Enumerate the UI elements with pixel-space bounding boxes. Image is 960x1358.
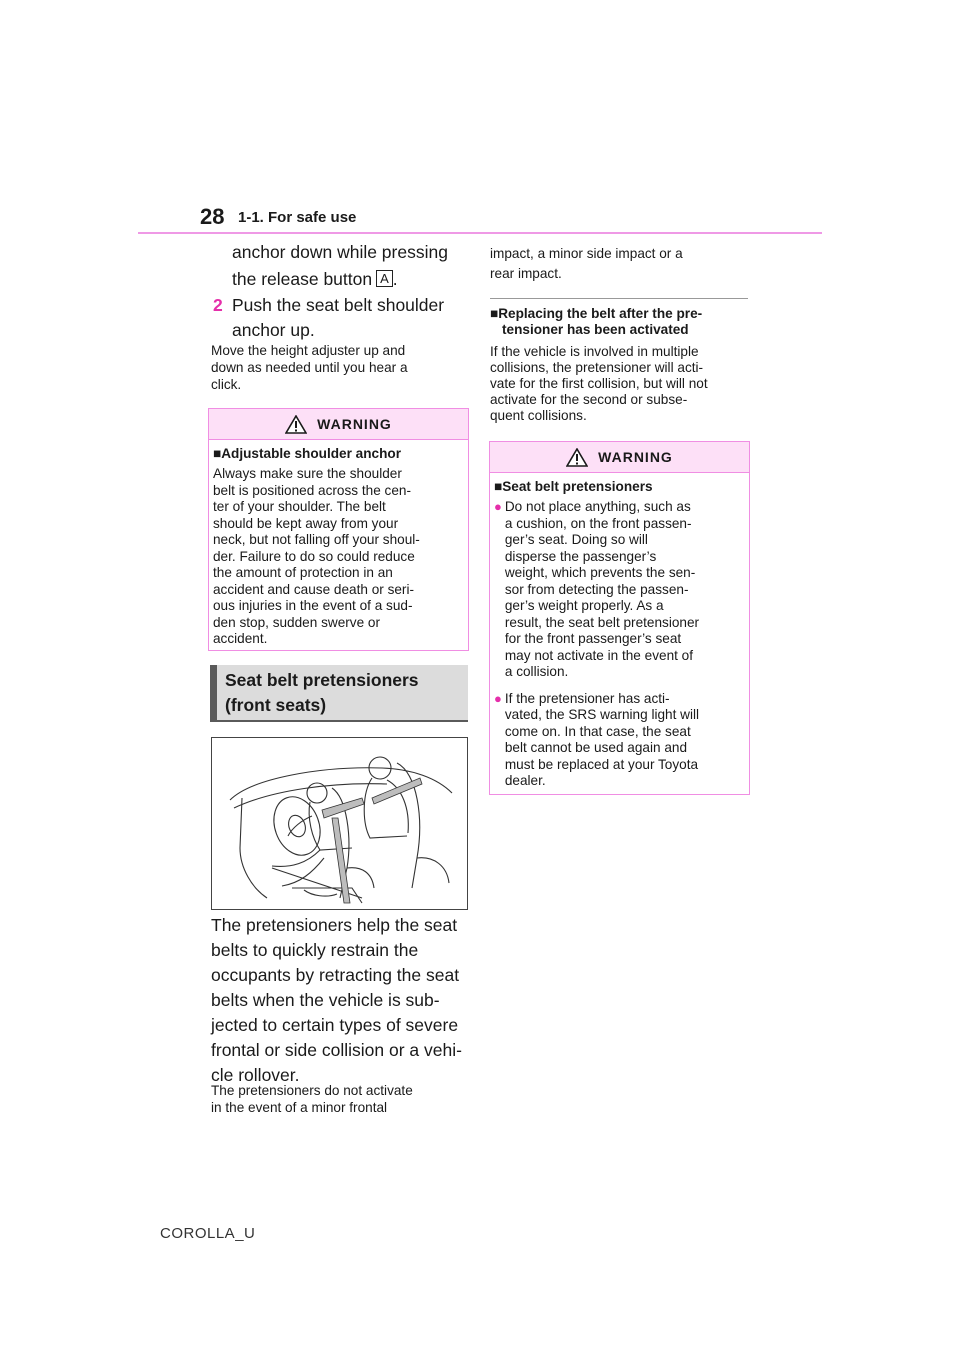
- footer-model-code: COROLLA_U: [160, 1225, 256, 1242]
- step2-text: Push the seat belt shoulder anchor up.: [232, 295, 445, 340]
- warning-bullet: ● If the pretensioner has acti- vated, the SRS warning light will come on. In that case, the seat belt cannot be used again and must be replaced at your Toyota dealer.: [494, 690, 700, 788]
- release-button-label: A: [376, 270, 393, 287]
- square-bullet-icon: ■: [494, 479, 503, 494]
- bullet-icon: ●: [494, 499, 502, 514]
- warning-header: [490, 442, 749, 473]
- warning-triangle-icon: [285, 415, 307, 434]
- section-title: 1-1. For safe use: [238, 209, 357, 226]
- square-bullet-icon: ■: [213, 446, 222, 461]
- subsection-rule: [490, 298, 748, 299]
- warning-title: WARNING: [317, 416, 392, 432]
- warning-subheading: ■Seat belt pretensioners: [494, 479, 653, 494]
- pretensioner-note: The pretensioners do not activate in the event of a minor frontal: [211, 1083, 413, 1115]
- square-bullet-icon: ■: [490, 306, 499, 321]
- pretensioner-description: The pretensioners help the seat belts to quickly restrain the occupants by retracting the seat belts when the vehicle is sub- jected to certain types of severe frontal or side collision or a vehi- cle rollover.: [211, 915, 462, 1085]
- seatbelt-pretensioner-illustration-icon: [212, 738, 467, 909]
- warning-subheading: ■Adjustable shoulder anchor: [213, 446, 401, 461]
- warning-title: WARNING: [598, 449, 673, 465]
- replacing-belt-subheading: ■Replacing the belt after the pre- tensioner has been activated: [490, 306, 703, 337]
- warning-box-pretensioners: [489, 441, 750, 795]
- height-adjuster-note: Move the height adjuster up and down as needed until you hear a click.: [211, 343, 408, 392]
- warning-text: Always make sure the shoulder belt is positioned across the cen- ter of your shoulder. The belt should be kept away from your neck, but not falling off your shoul- der. Failure to do so could reduce the amount of protection in an accident and cause death or seri- ous injuries in the event of a sud- den stop, sudden swerve or accident.: [213, 466, 420, 646]
- warning-header: [209, 409, 468, 440]
- car-interior-illustration: [211, 737, 468, 910]
- warning-triangle-icon: [566, 448, 588, 467]
- note-continued: impact, a minor side impact or a rear impact.: [490, 246, 683, 281]
- header-rule: [138, 232, 822, 234]
- warning-bullet: ● Do not place anything, such as a cushion, on the front passen- ger’s seat. Doing so will disperse the passenger’s weight, which prevents the sen- sor from detecting the passen- ger’s weight properly. As a result, the seat belt pretensioner for the front passenger’s seat may not activate in the event of a collision.: [494, 499, 700, 679]
- step1-continued: anchor down while pressing the release button A .: [232, 242, 448, 289]
- section-heading: Seat belt pretensioners (front seats): [210, 665, 468, 722]
- bullet-icon: ●: [494, 690, 502, 706]
- warning-box-shoulder-anchor: [208, 408, 469, 651]
- page-number: 28: [200, 204, 225, 229]
- replacing-belt-paragraph: If the vehicle is involved in multiple collisions, the pretensioner will acti- vate for the first collision, but will not activate for the second or subse- quent collisions.: [490, 344, 708, 423]
- step2-number: 2: [213, 295, 223, 315]
